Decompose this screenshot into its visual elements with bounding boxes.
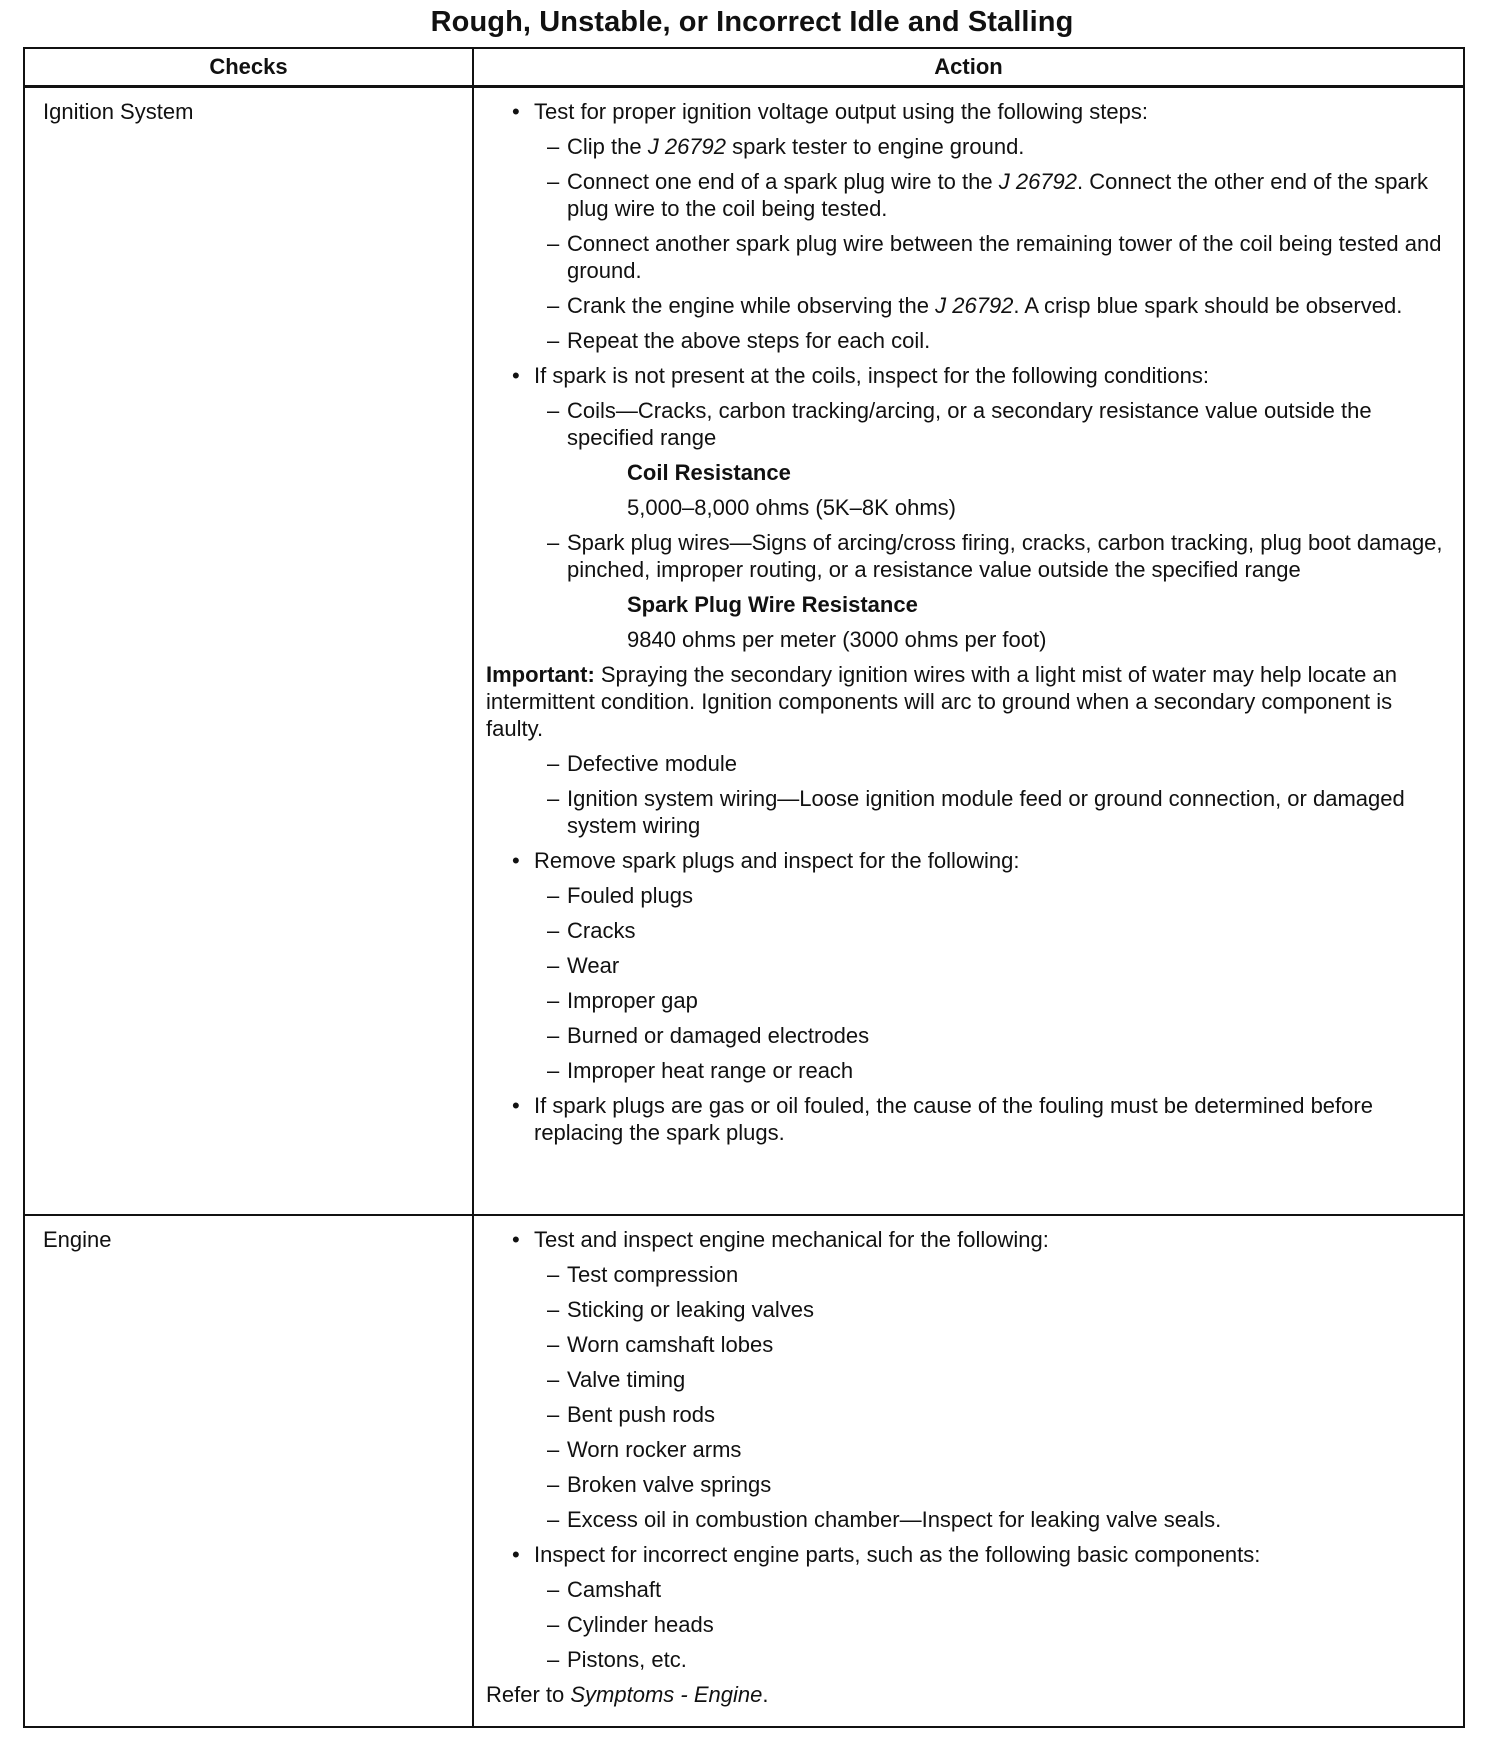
dash-item: – Burned or damaged electrodes [486, 1022, 1445, 1049]
coil-resistance-heading: Coil Resistance [627, 460, 791, 485]
dash-item: – Pistons, etc. [486, 1646, 1445, 1673]
check-ignition-system: Ignition System [24, 87, 473, 1215]
bullet-item: • If spark is not present at the coils, inspect for the following conditions: [486, 362, 1445, 389]
refer-note [486, 1681, 1445, 1708]
dash-item: – Bent push rods [486, 1401, 1445, 1428]
dash-item: – Fouled plugs [486, 882, 1445, 909]
dash-item: – Valve timing [486, 1366, 1445, 1393]
dash-item [486, 292, 1445, 319]
dash-item: – Broken valve springs [486, 1471, 1445, 1498]
dash-item: – Improper gap [486, 987, 1445, 1014]
dash-item: – Ignition system wiring—Loose ignition module feed or ground connection, or damaged system wiring [486, 785, 1445, 839]
bullet-item: • If spark plugs are gas or oil fouled, the cause of the fouling must be determined before replacing the spark plugs. [486, 1092, 1445, 1146]
dash-item [486, 133, 1445, 160]
text: . [762, 1681, 769, 1707]
dash-item: – Worn camshaft lobes [486, 1331, 1445, 1358]
tool-ref: J 26792 [998, 169, 1078, 194]
text: Crank the engine while observing the [567, 293, 936, 318]
diagnostic-table [23, 47, 1465, 1728]
bullet-item: • Remove spark plugs and inspect for the following: [486, 847, 1445, 874]
text: Clip the [567, 134, 648, 159]
important-label: Important: [486, 662, 595, 687]
bullet-item: • Test and inspect engine mechanical for the following: [486, 1226, 1445, 1253]
text: Refer to [486, 1681, 571, 1707]
dash-item: – Coils—Cracks, carbon tracking/arcing, or a secondary resistance value outside the specified range [486, 397, 1445, 451]
dash-item: – Worn rocker arms [486, 1436, 1445, 1463]
dash-item: – Cracks [486, 917, 1445, 944]
check-engine: Engine [24, 1215, 473, 1728]
dash-item: – Repeat the above steps for each coil. [486, 327, 1445, 354]
dash-item: – Excess oil in combustion chamber—Inspect for leaking valve seals. [486, 1506, 1445, 1533]
dash-item: – Improper heat range or reach [486, 1057, 1445, 1084]
dash-item: – Camshaft [486, 1576, 1445, 1603]
dash-item: – Connect another spark plug wire between the remaining tower of the coil being tested and ground. [486, 230, 1445, 284]
wire-resistance-heading: Spark Plug Wire Resistance [627, 592, 918, 617]
dash-item [486, 168, 1445, 222]
dash-item: – Wear [486, 952, 1445, 979]
tool-ref: J 26792 [647, 134, 727, 159]
important-note [486, 661, 1445, 742]
coil-resistance-value: 5,000–8,000 ohms (5K–8K ohms) [627, 495, 956, 520]
text: Connect one end of a spark plug wire to the [567, 169, 999, 194]
action-ignition-system [473, 87, 1464, 1215]
table-row-ignition [24, 87, 1464, 1215]
bullet-item: • Test for proper ignition voltage output using the following steps: [486, 98, 1445, 125]
tool-ref: J 26792 [935, 293, 1014, 318]
header-row [24, 48, 1464, 87]
text: . A crisp blue spark should be observed. [1013, 293, 1403, 318]
dash-item: – Defective module [486, 750, 1445, 777]
wire-resistance-value: 9840 ohms per meter (3000 ohms per foot) [627, 627, 1047, 652]
important-text: Spraying the secondary ignition wires with a light mist of water may help locate an intermittent condition. Ignition components will arc to ground when a secondary component is faulty. [486, 662, 1397, 741]
text: spark tester to engine ground. [726, 134, 1025, 159]
symptoms-engine-link[interactable]: Symptoms - Engine [570, 1681, 763, 1707]
dash-item: – Test compression [486, 1261, 1445, 1288]
bullet-item: • Inspect for incorrect engine parts, such as the following basic components: [486, 1541, 1445, 1568]
action-header: Action [473, 48, 1464, 87]
text: . Connect the other end of the spark plug wire to the coil being tested. [567, 169, 1429, 221]
action-engine [473, 1215, 1464, 1728]
page-title: Rough, Unstable, or Incorrect Idle and Stalling [430, 6, 1074, 38]
dash-item: – Sticking or leaking valves [486, 1296, 1445, 1323]
table-row-engine [24, 1215, 1464, 1728]
dash-item: – Spark plug wires—Signs of arcing/cross firing, cracks, carbon tracking, plug boot damage, pinched, improper routing, or a resistance value outside the specified range [486, 529, 1445, 583]
dash-item: – Cylinder heads [486, 1611, 1445, 1638]
checks-header: Checks [24, 48, 473, 87]
